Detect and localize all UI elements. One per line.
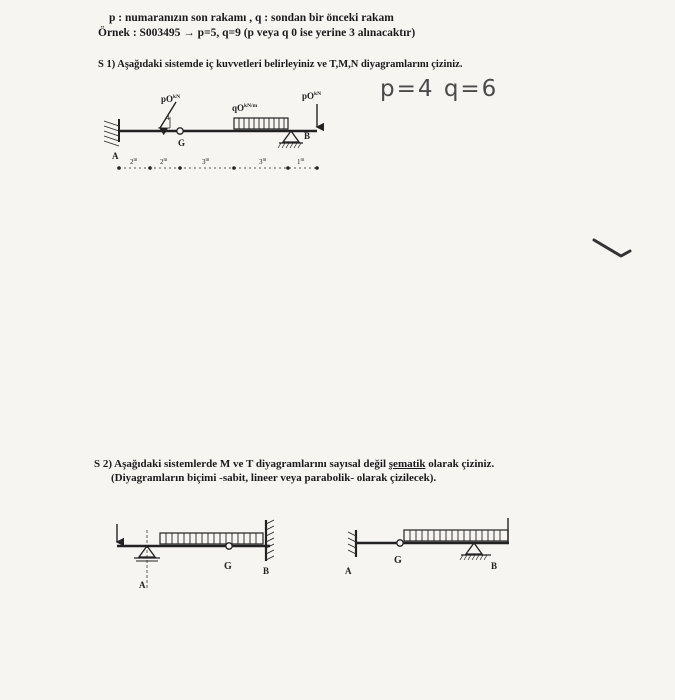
handwritten-values: p=4 q=6 — [380, 76, 499, 102]
svg-text:1m: 1$^m$ — [297, 158, 305, 166]
q1-hinge-label: G — [178, 138, 186, 148]
svg-text:2m: 2$^m$ — [160, 158, 168, 166]
question-1-title: S 1) Aşağıdaki sistemde iç kuvvetleri belirleyiniz ve T,M,N diyagramlarını çiziniz. — [98, 59, 463, 70]
q1-support-b-label: B — [304, 131, 311, 141]
q1-support-a-label: A — [112, 151, 119, 161]
q2-left-g-label: G — [224, 561, 232, 572]
q2-right-g-label: G — [394, 555, 402, 566]
fixed-support-hatch — [104, 121, 119, 146]
svg-text:3m: 3$^m$ — [259, 158, 267, 166]
q2-left-a-label: A — [139, 580, 146, 590]
check-mark — [594, 240, 630, 256]
header-line-1: p : numaranızın son rakamı , q : sondan bir önceki rakam — [109, 12, 394, 24]
q1-load-p-right: $pO^{kN}$ — [302, 91, 322, 101]
q1-slope-label: 4 — [166, 114, 170, 122]
q2-right-b-label: B — [491, 561, 498, 571]
q1-dimensions — [130, 158, 305, 166]
q1-load-p-left: $pO^{kN}$ — [161, 94, 181, 104]
q2-right-structure — [348, 518, 509, 560]
header-line-2: Örnek : S003495 → p=5, q=9 (p veya q 0 ise yerine 3 alınacaktır) — [98, 27, 416, 39]
question-2-title: S 2) Aşağıdaki sistemlerde M ve T diyagramlarını sayısal değil şematik olarak çiziniz. — [94, 458, 495, 470]
q2-left-b-label: B — [263, 566, 270, 576]
svg-text:3m: 3$^m$ — [202, 158, 210, 166]
q2-right-a-label: A — [345, 566, 352, 576]
svg-text:2m: 2$^m$ — [130, 158, 138, 166]
q1-load-q: $qO^{kN/m}$ — [232, 103, 258, 113]
question-2-subtitle: (Diyagramların biçimi -sabit, lineer veya parabolik- olarak çizilecek). — [111, 472, 437, 484]
q1-slope-small-label: 3 — [162, 128, 165, 134]
